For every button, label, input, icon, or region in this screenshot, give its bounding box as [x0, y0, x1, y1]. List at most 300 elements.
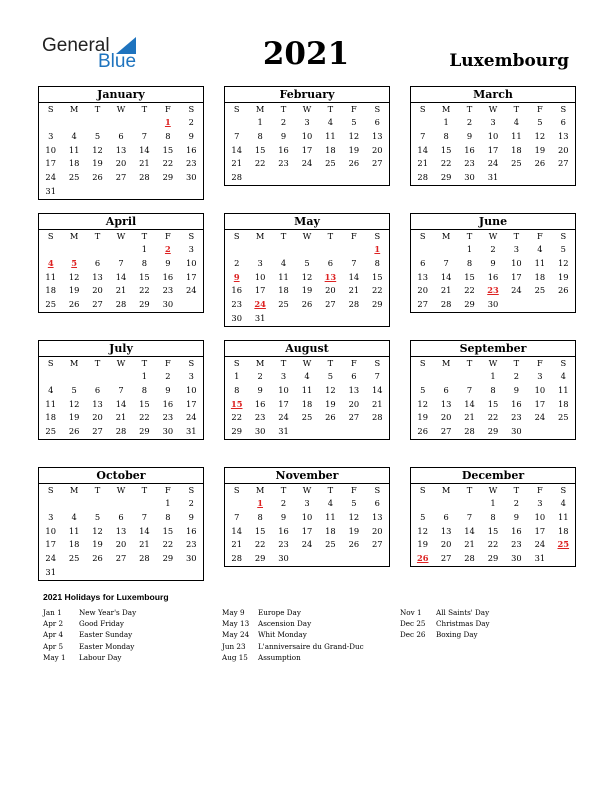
- day-cell: 18: [45, 285, 56, 296]
- day-cell: 12: [558, 257, 569, 268]
- day-cell: 5: [94, 511, 101, 522]
- day-cell: 20: [115, 158, 127, 169]
- day-cell: 11: [301, 384, 313, 395]
- empty-cell: [86, 116, 109, 130]
- weekday-header: S: [188, 358, 195, 368]
- day-cell: 21: [372, 398, 383, 409]
- holiday-date: Apr 2: [43, 619, 64, 629]
- day-cell: 4: [327, 498, 334, 508]
- day-cell: 27: [440, 553, 452, 564]
- empty-cell: [411, 243, 434, 257]
- weekday-header: S: [188, 485, 195, 495]
- day-cell: 5: [327, 371, 334, 381]
- day-cell: 28: [348, 299, 360, 310]
- day-cell: 12: [301, 271, 313, 282]
- day-cell: 25: [45, 426, 56, 437]
- weekday-header: T: [141, 485, 148, 495]
- holiday-day-cell: 25: [557, 539, 570, 550]
- weekday-header: F: [536, 485, 543, 495]
- day-cell: 25: [45, 299, 56, 310]
- empty-cell: [528, 298, 551, 312]
- day-cell: 12: [417, 398, 428, 409]
- empty-cell: [62, 497, 85, 511]
- month-grid: [411, 103, 575, 185]
- month-april: [38, 213, 204, 313]
- weekday-header: M: [69, 485, 79, 495]
- day-cell: 15: [254, 525, 266, 536]
- empty-cell: [528, 171, 551, 185]
- day-cell: 31: [45, 185, 56, 196]
- weekday-header: W: [116, 485, 126, 495]
- empty-cell: [342, 243, 365, 257]
- weekday-header: T: [141, 231, 148, 241]
- empty-cell: [342, 312, 365, 326]
- day-cell: 25: [68, 553, 80, 564]
- day-cell: 20: [372, 525, 383, 536]
- day-cell: 21: [417, 158, 428, 169]
- empty-cell: [248, 171, 271, 185]
- day-cell: 31: [278, 426, 289, 437]
- day-cell: 2: [188, 117, 194, 127]
- day-cell: 25: [278, 299, 289, 310]
- month-november: [224, 467, 390, 567]
- day-cell: 30: [162, 426, 174, 437]
- day-cell: 29: [440, 172, 452, 183]
- empty-cell: [319, 312, 342, 326]
- empty-cell: [133, 497, 156, 511]
- day-cell: 15: [254, 144, 266, 155]
- day-cell: 27: [92, 426, 103, 437]
- month-july: [38, 340, 204, 440]
- empty-cell: [552, 425, 575, 439]
- day-cell: 21: [139, 539, 150, 550]
- holiday-date: Nov 1: [400, 608, 422, 617]
- weekday-header: S: [47, 231, 54, 241]
- day-cell: 9: [165, 257, 171, 268]
- day-cell: 23: [162, 285, 174, 296]
- weekday-header: M: [69, 231, 79, 241]
- holiday-name: Labour Day: [79, 652, 122, 662]
- day-cell: 30: [162, 299, 174, 310]
- holiday-entry: [43, 618, 136, 629]
- month-grid: [39, 357, 203, 439]
- day-cell: 28: [115, 299, 127, 310]
- day-cell: 13: [92, 398, 103, 409]
- empty-cell: [109, 497, 132, 511]
- day-cell: 7: [374, 371, 380, 381]
- day-cell: 10: [534, 384, 546, 395]
- day-cell: 26: [348, 158, 360, 169]
- month-grid: [39, 230, 203, 312]
- day-cell: 9: [490, 257, 496, 268]
- month-title: February: [225, 87, 389, 103]
- day-cell: 15: [162, 144, 174, 155]
- empty-cell: [156, 566, 179, 580]
- empty-cell: [62, 566, 85, 580]
- weekday-header: F: [164, 485, 171, 495]
- day-cell: 9: [257, 384, 263, 395]
- month-august: [224, 340, 390, 440]
- empty-cell: [62, 185, 85, 199]
- holiday-entry: [222, 629, 364, 640]
- day-cell: 5: [94, 130, 101, 141]
- weekday-header: T: [466, 231, 473, 241]
- day-cell: 24: [534, 412, 546, 423]
- day-cell: 16: [186, 525, 197, 536]
- day-cell: 19: [417, 539, 428, 550]
- day-cell: 3: [48, 511, 54, 522]
- empty-cell: [109, 116, 132, 130]
- day-cell: 8: [466, 257, 473, 268]
- day-cell: 31: [45, 566, 56, 577]
- day-cell: 7: [118, 384, 124, 395]
- day-cell: 6: [420, 257, 426, 268]
- day-cell: 14: [464, 398, 475, 409]
- day-cell: 2: [165, 371, 171, 381]
- weekday-header: S: [560, 485, 567, 495]
- month-february: [224, 86, 390, 186]
- day-cell: 3: [537, 371, 543, 381]
- day-cell: 21: [231, 158, 242, 169]
- day-cell: 30: [487, 299, 499, 310]
- day-cell: 23: [186, 158, 197, 169]
- day-cell: 26: [348, 539, 360, 550]
- empty-cell: [133, 566, 156, 580]
- day-cell: 3: [304, 498, 310, 508]
- weekday-header: S: [233, 231, 240, 241]
- day-cell: 14: [231, 525, 242, 536]
- empty-cell: [411, 370, 434, 384]
- day-cell: 10: [301, 130, 313, 141]
- day-cell: 9: [280, 130, 287, 141]
- day-cell: 8: [234, 384, 240, 395]
- day-cell: 11: [68, 525, 80, 536]
- day-cell: 14: [372, 384, 383, 395]
- day-cell: 22: [139, 285, 150, 296]
- day-cell: 7: [141, 511, 148, 522]
- day-cell: 11: [534, 257, 546, 268]
- day-cell: 30: [231, 312, 242, 323]
- day-cell: 1: [490, 498, 496, 508]
- day-cell: 28: [440, 299, 452, 310]
- day-cell: 26: [325, 412, 336, 423]
- day-cell: 19: [348, 525, 360, 536]
- month-grid: [411, 230, 575, 312]
- weekday-header: T: [327, 358, 334, 368]
- day-cell: 19: [92, 539, 103, 550]
- day-cell: 25: [68, 172, 80, 183]
- day-cell: 4: [327, 117, 334, 127]
- empty-cell: [109, 566, 132, 580]
- empty-cell: [39, 116, 62, 130]
- day-cell: 15: [372, 271, 383, 282]
- year-title: 2021: [262, 36, 350, 72]
- day-cell: 18: [68, 539, 80, 550]
- day-cell: 25: [558, 412, 569, 423]
- day-cell: 26: [68, 299, 80, 310]
- day-cell: 27: [440, 426, 452, 437]
- weekday-header: S: [560, 358, 567, 368]
- day-cell: 6: [118, 511, 124, 522]
- day-cell: 22: [254, 158, 266, 169]
- holiday-name: Europe Day: [258, 608, 301, 617]
- holiday-day-cell: 13: [324, 271, 337, 282]
- day-cell: 29: [162, 553, 174, 564]
- day-cell: 16: [278, 525, 289, 536]
- weekday-header: T: [466, 485, 473, 495]
- day-cell: 29: [487, 426, 499, 437]
- holiday-entry: [400, 607, 490, 618]
- day-cell: 4: [560, 371, 566, 381]
- day-cell: 24: [45, 172, 56, 183]
- weekday-header: T: [513, 104, 520, 114]
- holiday-name: Assumption: [258, 652, 301, 662]
- day-cell: 29: [231, 426, 242, 437]
- day-cell: 19: [301, 285, 313, 296]
- holiday-day-cell: 2: [164, 244, 171, 254]
- day-cell: 22: [372, 285, 383, 296]
- day-cell: 20: [372, 144, 383, 155]
- month-march: [410, 86, 576, 186]
- weekday-header: W: [302, 358, 312, 368]
- weekday-header: W: [488, 358, 498, 368]
- day-cell: 31: [534, 553, 546, 564]
- holiday-date: Aug 15: [222, 652, 248, 662]
- holiday-date: Jun 23: [222, 641, 246, 651]
- day-cell: 23: [186, 539, 197, 550]
- empty-cell: [109, 243, 132, 257]
- day-cell: 12: [325, 384, 336, 395]
- day-cell: 11: [278, 271, 289, 282]
- day-cell: 19: [534, 144, 546, 155]
- holiday-entry: [222, 607, 364, 618]
- day-cell: 17: [301, 525, 313, 536]
- weekday-header: W: [116, 231, 126, 241]
- empty-cell: [552, 171, 575, 185]
- day-cell: 17: [45, 158, 56, 169]
- day-cell: 3: [188, 371, 194, 381]
- day-cell: 18: [325, 144, 336, 155]
- holiday-day-cell: 23: [487, 285, 499, 296]
- day-cell: 11: [68, 144, 80, 155]
- holiday-name: Easter Sunday: [79, 630, 133, 640]
- empty-cell: [272, 243, 295, 257]
- weekday-header: F: [350, 104, 357, 114]
- day-cell: 29: [254, 553, 266, 564]
- holiday-entry: [222, 641, 364, 652]
- empty-cell: [295, 312, 318, 326]
- day-cell: 20: [348, 398, 360, 409]
- day-cell: 22: [254, 539, 266, 550]
- day-cell: 12: [534, 130, 546, 141]
- day-cell: 4: [280, 257, 287, 268]
- day-cell: 30: [278, 553, 289, 564]
- day-cell: 29: [162, 172, 174, 183]
- day-cell: 31: [254, 312, 266, 323]
- weekday-header: W: [488, 231, 498, 241]
- empty-cell: [156, 185, 179, 199]
- day-cell: 27: [372, 158, 383, 169]
- day-cell: 16: [511, 398, 522, 409]
- day-cell: 5: [304, 257, 310, 268]
- holiday-day-cell: 15: [230, 398, 243, 409]
- day-cell: 3: [537, 498, 543, 508]
- day-cell: 27: [115, 553, 127, 564]
- day-cell: 11: [325, 511, 336, 522]
- day-cell: 19: [558, 271, 569, 282]
- day-cell: 31: [186, 426, 197, 437]
- day-cell: 28: [464, 426, 475, 437]
- empty-cell: [295, 171, 318, 185]
- day-cell: 9: [513, 384, 520, 395]
- empty-cell: [434, 497, 457, 511]
- empty-cell: [434, 243, 457, 257]
- day-cell: 18: [325, 525, 336, 536]
- empty-cell: [180, 185, 203, 199]
- day-cell: 16: [511, 525, 522, 536]
- logo-text-blue: Blue: [98, 51, 137, 72]
- day-cell: 6: [560, 117, 566, 127]
- empty-cell: [62, 116, 85, 130]
- empty-cell: [366, 312, 389, 326]
- day-cell: 16: [487, 271, 499, 282]
- day-cell: 12: [348, 511, 360, 522]
- holiday-day-cell: 26: [416, 553, 429, 564]
- day-cell: 15: [487, 525, 499, 536]
- empty-cell: [109, 370, 132, 384]
- day-cell: 28: [139, 172, 150, 183]
- day-cell: 10: [487, 130, 499, 141]
- holiday-day-cell: 24: [254, 299, 266, 310]
- day-cell: 9: [280, 511, 287, 522]
- holiday-day-cell: 9: [233, 271, 240, 282]
- day-cell: 11: [45, 271, 56, 282]
- empty-cell: [295, 425, 318, 439]
- page-header: [0, 0, 612, 80]
- weekday-header: T: [280, 485, 287, 495]
- empty-cell: [458, 370, 481, 384]
- day-cell: 1: [257, 117, 263, 127]
- month-grid: [39, 484, 203, 580]
- day-cell: 24: [186, 285, 197, 296]
- day-cell: 20: [92, 412, 103, 423]
- weekday-header: M: [69, 104, 79, 114]
- holidays-heading: 2021 Holidays for Luxembourg: [43, 592, 169, 602]
- day-cell: 13: [372, 130, 383, 141]
- holiday-entry: [400, 629, 490, 640]
- day-cell: 3: [280, 371, 287, 381]
- day-cell: 29: [464, 299, 475, 310]
- day-cell: 5: [560, 244, 566, 254]
- month-grid: [411, 484, 575, 566]
- day-cell: 10: [45, 144, 56, 155]
- day-cell: 28: [231, 553, 242, 564]
- holiday-day-cell: 1: [257, 498, 264, 508]
- day-cell: 8: [141, 384, 148, 395]
- day-cell: 17: [186, 398, 197, 409]
- weekday-header: S: [233, 358, 240, 368]
- weekday-header: M: [441, 104, 451, 114]
- day-cell: 25: [325, 539, 336, 550]
- day-cell: 24: [534, 539, 546, 550]
- day-cell: 23: [278, 158, 289, 169]
- day-cell: 20: [115, 539, 127, 550]
- empty-cell: [86, 243, 109, 257]
- empty-cell: [295, 243, 318, 257]
- day-cell: 16: [231, 285, 242, 296]
- empty-cell: [225, 497, 248, 511]
- holiday-name: Ascension Day: [258, 619, 312, 629]
- day-cell: 14: [440, 271, 452, 282]
- day-cell: 17: [301, 144, 313, 155]
- weekday-header: T: [94, 358, 101, 368]
- day-cell: 7: [443, 257, 449, 268]
- day-cell: 22: [231, 412, 242, 423]
- weekday-header: F: [350, 485, 357, 495]
- empty-cell: [528, 425, 551, 439]
- day-cell: 10: [301, 511, 313, 522]
- day-cell: 15: [139, 398, 150, 409]
- day-cell: 6: [327, 257, 334, 268]
- day-cell: 13: [417, 271, 428, 282]
- holiday-date: May 24: [222, 630, 250, 640]
- holiday-entry: [43, 641, 136, 652]
- day-cell: 4: [304, 371, 310, 381]
- day-cell: 18: [534, 271, 546, 282]
- empty-cell: [180, 566, 203, 580]
- day-cell: 13: [348, 384, 360, 395]
- day-cell: 28: [464, 553, 475, 564]
- month-title: June: [411, 214, 575, 230]
- holiday-name: Good Friday: [79, 619, 124, 629]
- day-cell: 14: [139, 525, 150, 536]
- day-cell: 10: [254, 271, 266, 282]
- holiday-day-cell: 1: [374, 244, 381, 254]
- day-cell: 16: [464, 144, 475, 155]
- day-cell: 18: [558, 398, 569, 409]
- day-cell: 19: [68, 285, 80, 296]
- weekday-header: T: [513, 358, 520, 368]
- month-title: November: [225, 468, 389, 484]
- day-cell: 18: [68, 158, 80, 169]
- day-cell: 3: [257, 257, 263, 268]
- day-cell: 19: [68, 412, 80, 423]
- day-cell: 3: [188, 244, 194, 254]
- day-cell: 30: [511, 553, 522, 564]
- day-cell: 23: [231, 299, 242, 310]
- day-cell: 12: [92, 144, 103, 155]
- weekday-header: M: [441, 231, 451, 241]
- month-grid: [225, 484, 389, 566]
- weekday-header: W: [488, 485, 498, 495]
- empty-cell: [272, 312, 295, 326]
- day-cell: 12: [68, 398, 80, 409]
- holiday-name: All Saints' Day: [436, 608, 490, 617]
- month-title: March: [411, 87, 575, 103]
- day-cell: 1: [490, 371, 496, 381]
- weekday-header: S: [419, 485, 426, 495]
- month-grid: [225, 103, 389, 185]
- logo-text-general: General: [42, 35, 110, 56]
- day-cell: 10: [186, 257, 197, 268]
- day-cell: 9: [466, 130, 473, 141]
- day-cell: 26: [558, 285, 569, 296]
- weekday-header: T: [513, 485, 520, 495]
- holiday-date: Jan 1: [43, 608, 62, 617]
- day-cell: 9: [513, 511, 520, 522]
- month-october: [38, 467, 204, 581]
- holiday-date: Apr 5: [43, 641, 64, 651]
